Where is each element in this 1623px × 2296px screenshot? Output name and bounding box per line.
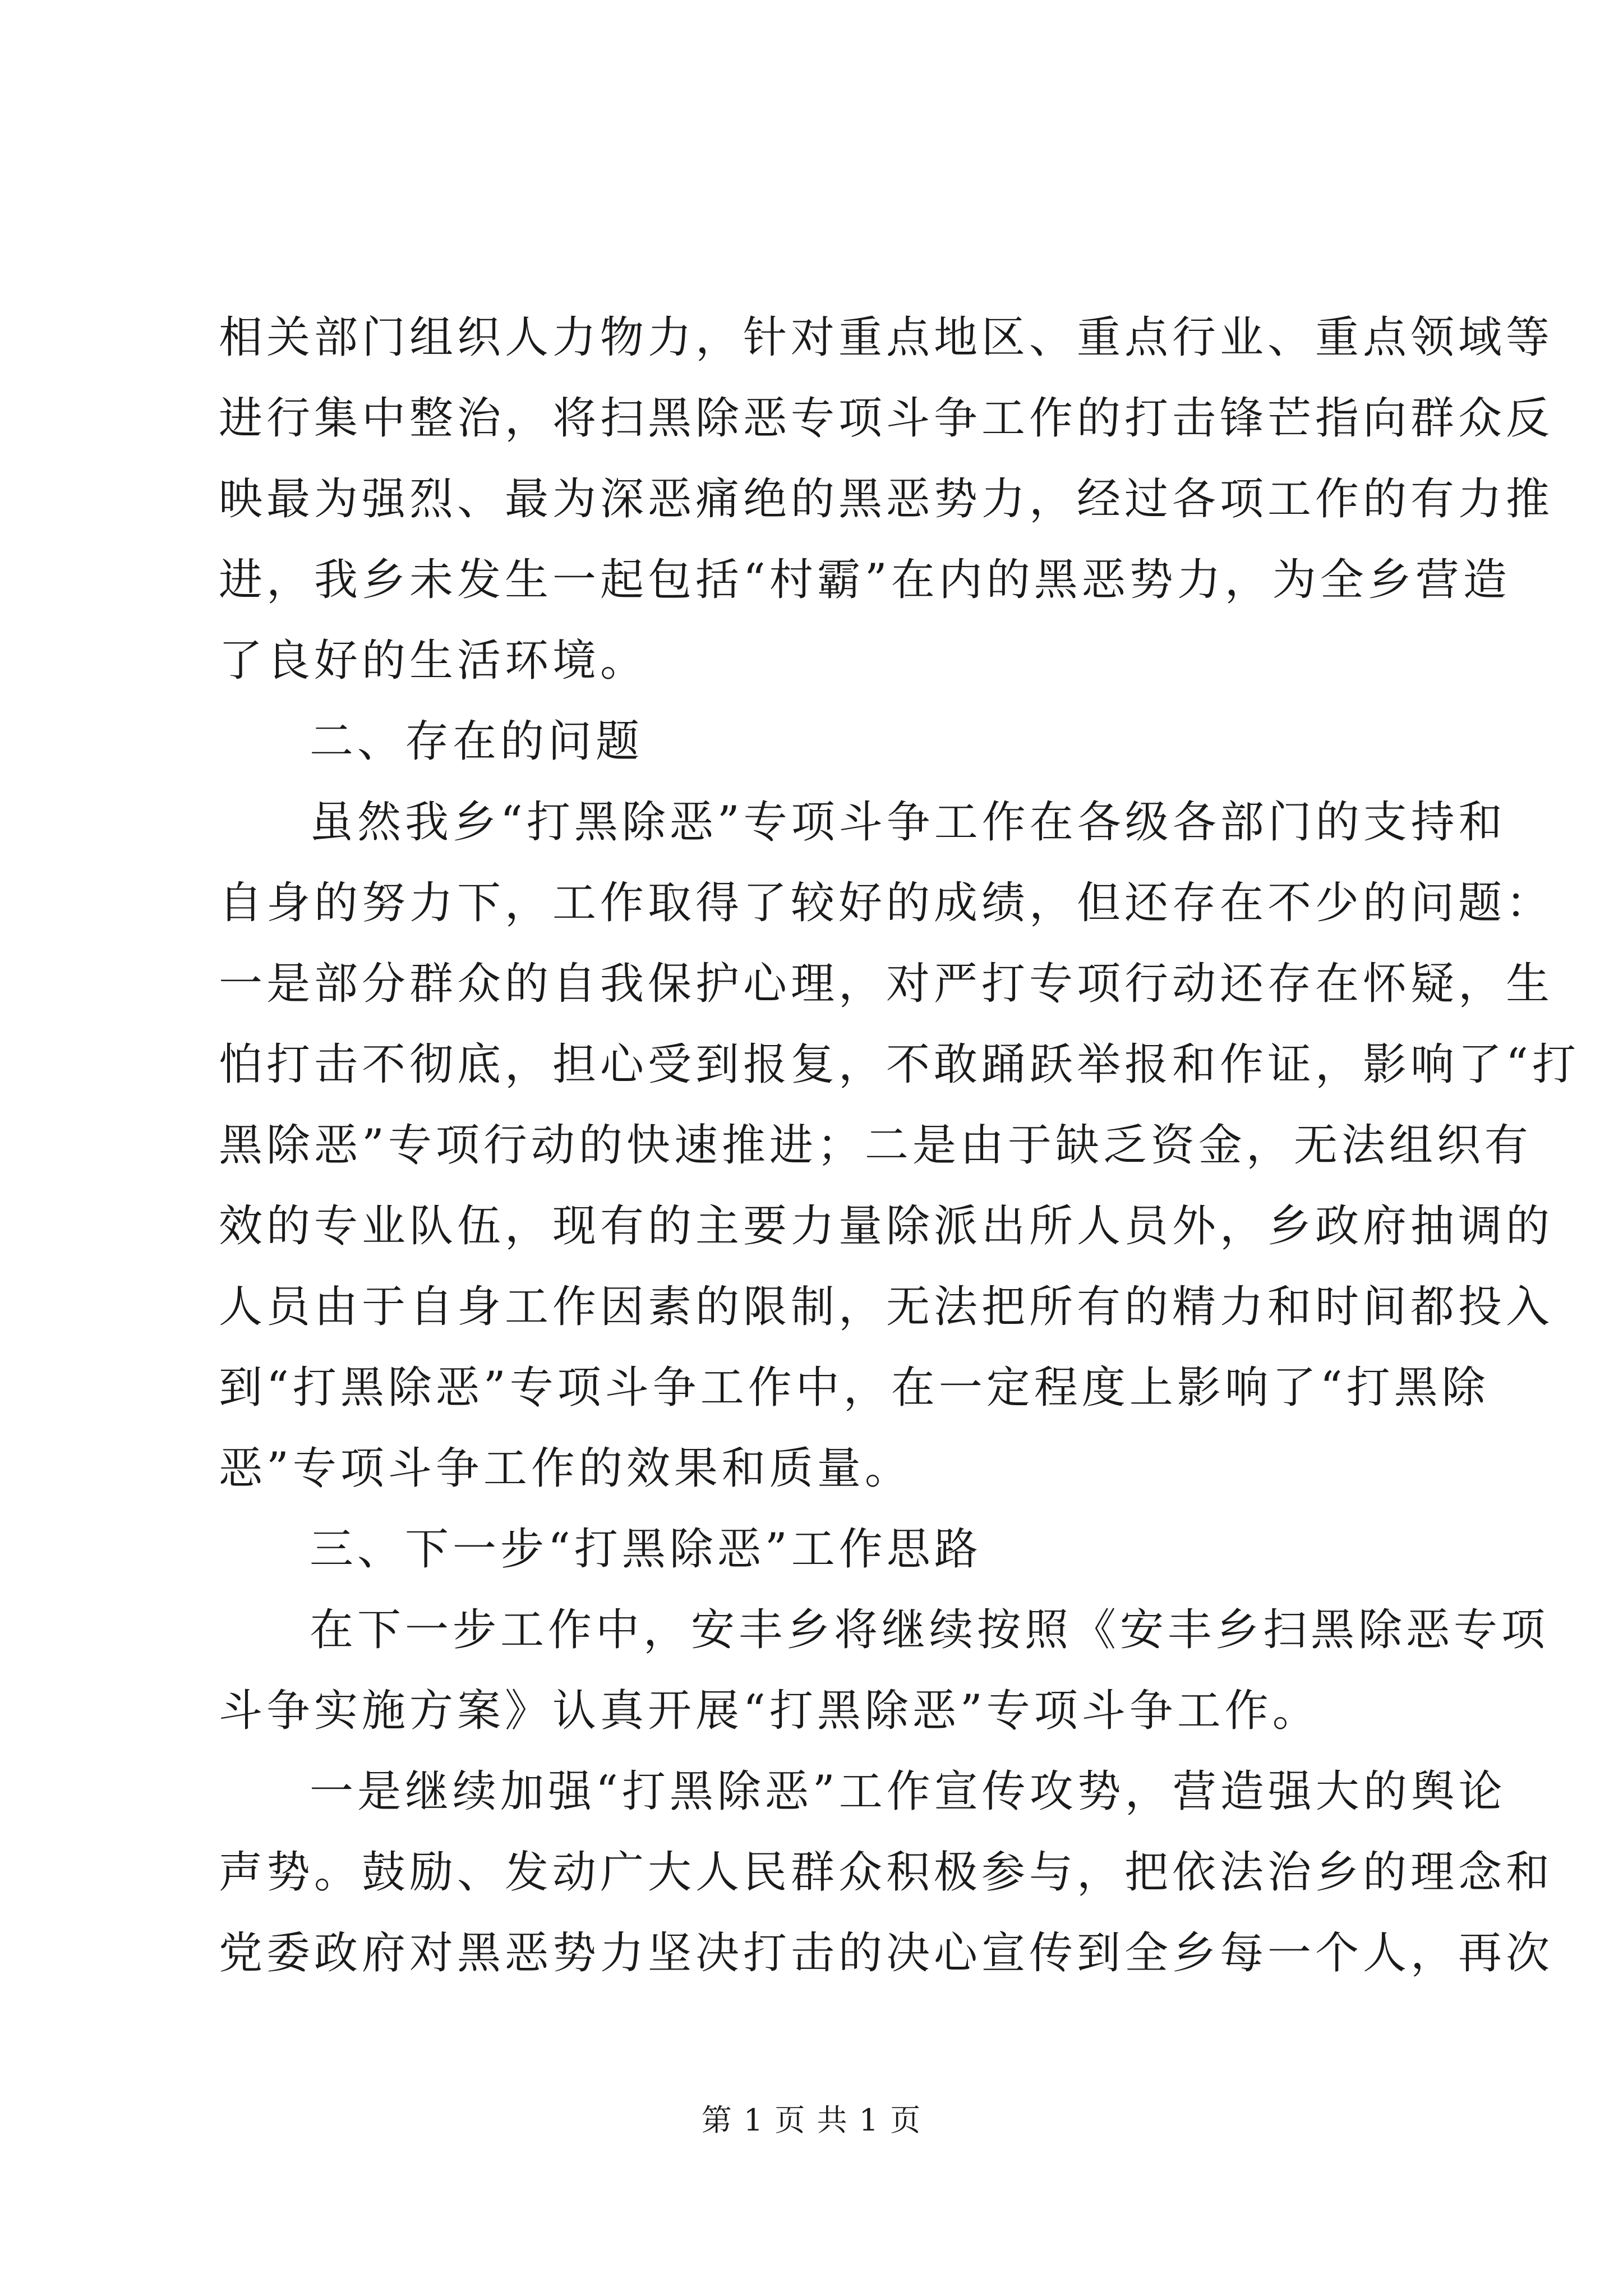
- text-line: 虽然我乡“打黑除恶”专项斗争工作在各级各部门的支持和: [310, 797, 1506, 848]
- text-line: 映最为强烈、最为深恶痛绝的黑恶势力，经过各项工作的有力推: [219, 474, 1554, 524]
- text-line: 相关部门组织人力物力，针对重点地区、重点行业、重点领域等: [219, 312, 1554, 363]
- text-line: 自身的努力下，工作取得了较好的成绩，但还存在不少的问题：: [219, 878, 1554, 928]
- text-line: 斗争实施方案》认真开展“打黑除恶”专项斗争工作。: [219, 1686, 1320, 1736]
- text-line: 怕打击不彻底，担心受到报复，不敢踊跃举报和作证，影响了“打: [219, 1039, 1580, 1090]
- page-footer: 第 1 页 共 1 页: [701, 2102, 922, 2138]
- text-line: 进，我乡未发生一起包括“村霸”在内的黑恶势力，为全乡营造: [219, 555, 1511, 605]
- text-line: 人员由于自身工作因素的限制，无法把所有的精力和时间都投入: [219, 1282, 1554, 1332]
- text-line: 一是部分群众的自我保护心理，对严打专项行动还存在怀疑，生: [219, 959, 1554, 1009]
- text-line: 声势。鼓励、发动广大人民群众积极参与，把依法治乡的理念和: [219, 1847, 1554, 1898]
- text-line: 一是继续加强“打黑除恶”工作宣传攻势，营造强大的舆论: [310, 1766, 1506, 1817]
- document-body: [219, 297, 1580, 1994]
- text-line: 恶”专项斗争工作的效果和质量。: [219, 1443, 912, 1494]
- text-line: 了良好的生活环境。: [219, 636, 648, 686]
- text-line: 黑除恶”专项行动的快速推进；二是由于缺乏资金，无法组织有: [219, 1120, 1532, 1171]
- text-line: 三、下一步“打黑除恶”工作思路: [310, 1524, 982, 1575]
- text-line: 二、存在的问题: [310, 716, 644, 767]
- text-line: 在下一步工作中，安丰乡将继续按照《安丰乡扫黑除恶专项: [310, 1605, 1550, 1655]
- text-line: 党委政府对黑恶势力坚决打击的决心宣传到全乡每一个人，再次: [219, 1928, 1554, 1978]
- text-line: 效的专业队伍，现有的主要力量除派出所人员外，乡政府抽调的: [219, 1201, 1554, 1251]
- text-line: 进行集中整治，将扫黑除恶专项斗争工作的打击锋芒指向群众反: [219, 393, 1554, 444]
- text-line: 到“打黑除恶”专项斗争工作中，在一定程度上影响了“打黑除: [219, 1363, 1490, 1413]
